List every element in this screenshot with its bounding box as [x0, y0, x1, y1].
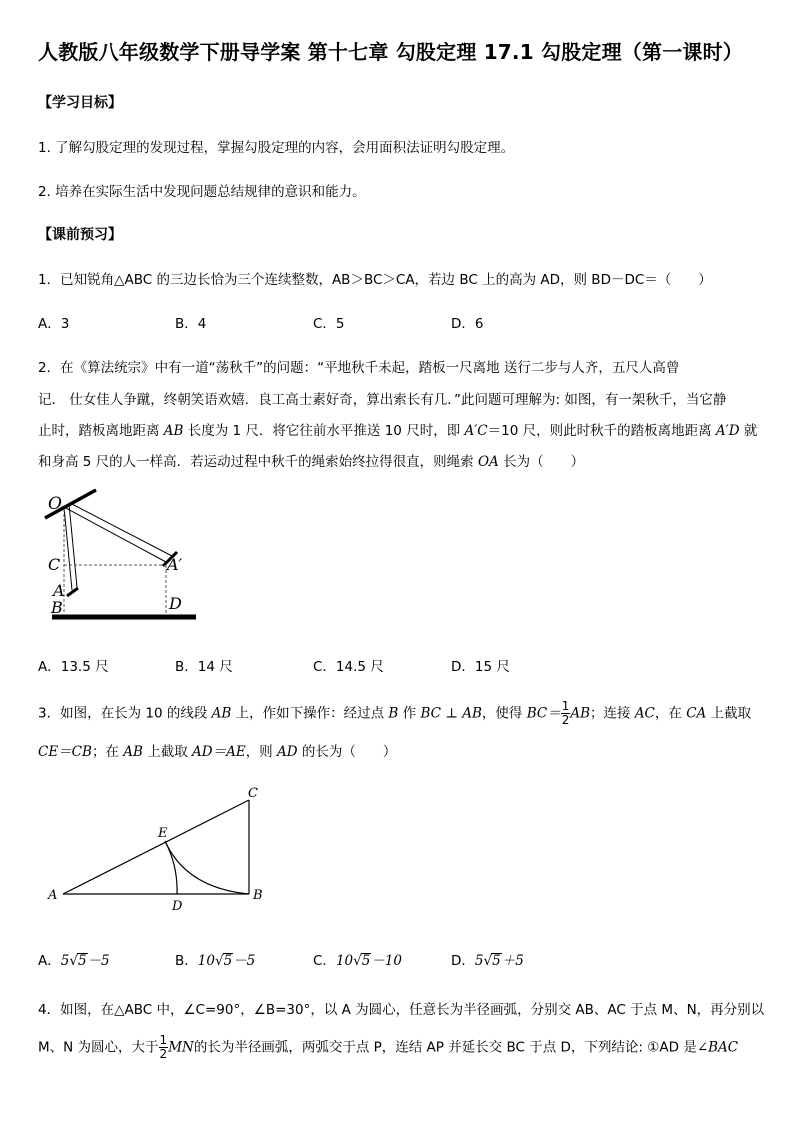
- q2-option-a: A．13.5 尺: [38, 659, 109, 675]
- fraction-half: $\frac{1}{2}$: [159, 1033, 168, 1061]
- label-d: D: [169, 594, 182, 613]
- question-1-stem: 1．已知锐角△ABC 的三边长恰为三个连续整数，AB＞BC＞CA，若边 BC 上的高为 AD，则 BD－DC＝（ ）: [38, 272, 712, 288]
- label-c: C: [48, 555, 61, 574]
- segment-ac: [63, 800, 249, 894]
- q3-option-d: D．5√5＋5: [451, 953, 524, 969]
- q1-option-a: A．3: [38, 316, 70, 332]
- label-c: C: [248, 786, 258, 801]
- question-2-line: 止时，踏板离地距离 AB 长度为 1 尺．将它往前水平推送 10 尺时，即 A′C＝10 尺，则此时秋千的踏板离地距离 A′D 就: [38, 423, 758, 439]
- preview-heading: 【课前预习】: [38, 227, 122, 243]
- arc-ed: [165, 841, 177, 894]
- label-a-prime: A′: [167, 555, 183, 574]
- label-d: D: [172, 899, 183, 914]
- q3-option-b: B．10√5－5: [175, 953, 256, 969]
- question-2-line: 记． 仕女佳人争蹴，终朝笑语欢嬉．良工高士素好奇，算出索长有几．”此问题可理解为: 如图，有一架秋千，当它静: [38, 392, 727, 408]
- label-a: A: [48, 888, 58, 903]
- objective-item: 1. 了解勾股定理的发现过程，掌握勾股定理的内容，会用面积法证明勾股定理。: [38, 140, 515, 156]
- q1-option-b: B．4: [175, 316, 207, 332]
- q3-option-a: A．5√5－5: [38, 953, 110, 969]
- label-b: B: [51, 598, 63, 617]
- question-2-line: 和身高 5 尺的人一样高．若运动过程中秋千的绳索始终拉得很直，则绳索 OA 长为（ ）: [38, 454, 585, 470]
- question-4-line: M、N 为圆心，大于 $\frac{1}{2}$ MN的长为半径画弧，两弧交于点 P，连结 AP 并延长交 BC 于点 D，下列结论: ①AD 是∠BAC: [38, 1033, 739, 1061]
- q3-option-c: C．10√5－10: [313, 953, 403, 969]
- question-3-line: 3．如图，在长为 10 的线段 AB 上，作如下操作：经过点 B 作 BC ⊥ AB，使得 BC＝ $\frac{1}{2}$ AB；连接 AC，在 CA 上截取: [38, 699, 752, 727]
- label-b: B: [253, 888, 263, 903]
- objectives-heading: 【学习目标】: [38, 95, 122, 111]
- label-a: A: [53, 581, 65, 600]
- q2-option-b: B．14 尺: [175, 659, 233, 675]
- q2-option-c: C．14.5 尺: [313, 659, 384, 675]
- question-4-line: 4．如图，在△ABC 中，∠C=90°，∠B=30°，以 A 为圆心，任意长为半径画弧，分别交 AB、AC 于点 M、N，再分别以: [38, 1002, 765, 1018]
- question-3-line: CE＝CB；在 AB 上截取 AD＝AE，则 AD 的长为（ ）: [38, 744, 397, 760]
- page-title: 人教版八年级数学下册导学案 第十七章 勾股定理 17.1 勾股定理（第一课时）: [38, 40, 743, 64]
- q1-option-d: D．6: [451, 316, 484, 332]
- objective-item: 2. 培养在实际生活中发现问题总结规律的意识和能力。: [38, 184, 366, 200]
- fraction-half: $\frac{1}{2}$: [561, 699, 570, 727]
- label-o: O: [48, 494, 62, 514]
- question-2-line: 2．在《算法统宗》中有一道“荡秋千”的问题：“平地秋千未起，踏板一尺离地 送行二步与人齐，五尺人高曾: [38, 360, 680, 376]
- label-e: E: [158, 826, 168, 841]
- q1-option-c: C．5: [313, 316, 345, 332]
- q2-option-d: D．15 尺: [451, 659, 510, 675]
